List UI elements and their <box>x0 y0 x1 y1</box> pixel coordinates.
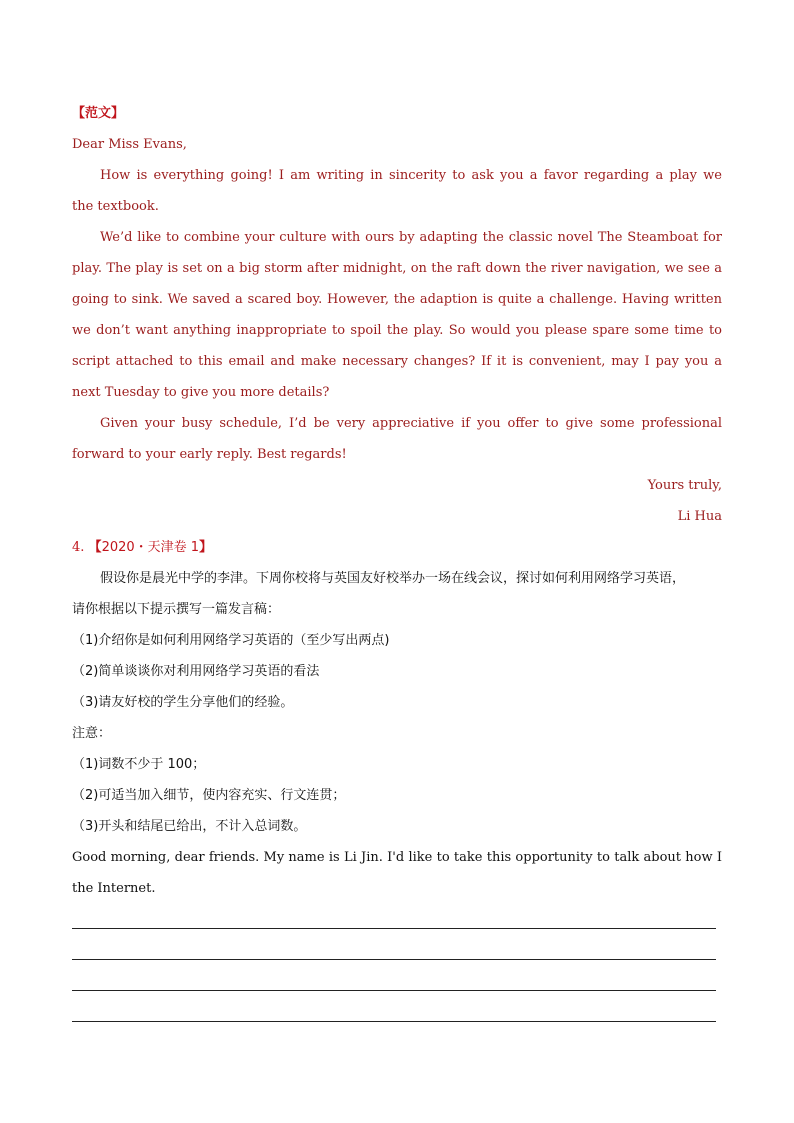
answer-line[interactable] <box>72 1021 716 1022</box>
sample-paragraph-2-line-4: we don’t want anything inappropriate to spoil the play. So would you please spare some time to <box>72 323 722 338</box>
question-source-close: 】 <box>199 540 213 555</box>
sample-paragraph-3-line-2: forward to your early reply. Best regards! <box>72 447 347 462</box>
question-source: 2020・天津卷 1 <box>101 540 200 555</box>
answer-line[interactable] <box>72 959 716 960</box>
answer-line[interactable] <box>72 928 716 929</box>
question-prompt-line-1: 假设你是晨光中学的李津。下周你校将与英国友好校举办一场在线会议，探讨如何利用网络学习英语， <box>100 571 686 586</box>
sample-closing: Yours truly, <box>647 478 722 493</box>
question-point-3: （3)请友好校的学生分享他们的经验。 <box>72 695 294 710</box>
sample-heading-text: 【范文】 <box>72 106 125 121</box>
question-point-1: （1)介绍你是如何利用网络学习英语的（至少写出两点) <box>72 633 390 648</box>
question-source-open: 【 <box>88 540 102 555</box>
answer-line[interactable] <box>72 990 716 991</box>
question-number: 4. <box>72 540 85 555</box>
sample-paragraph-2-line-2: play. The play is set on a big storm after midnight, on the raft down the river navigation, we see a <box>72 261 722 276</box>
sample-salutation: Dear Miss Evans, <box>72 137 187 152</box>
sample-paragraph-3-line-1: Given your busy schedule, I’d be very appreciative if you offer to give some professional <box>100 416 722 431</box>
question-note-1: （1)词数不少于 100； <box>72 757 206 772</box>
sample-paragraph-1-line-2: the textbook. <box>72 199 159 214</box>
document-page <box>72 98 722 904</box>
sample-paragraph-2-line-3: going to sink. We saved a scared boy. However, the adaption is quite a challenge. Having written <box>72 292 722 307</box>
question-point-2: （2)简单谈谈你对利用网络学习英语的看法 <box>72 664 320 679</box>
sample-heading <box>72 98 722 129</box>
question-note-3: （3)开头和结尾已给出，不计入总词数。 <box>72 819 307 834</box>
sample-paragraph-1-line-1: How is everything going! I am writing in sincerity to ask you a favor regarding a play we <box>100 168 722 183</box>
sample-paragraph-2-line-6: next Tuesday to give you more details? <box>72 385 330 400</box>
sample-signature: Li Hua <box>677 509 722 524</box>
question-opening-line-1: Good morning, dear friends. My name is Li Jin. I'd like to take this opportunity to talk about how I <box>72 850 722 865</box>
answer-writing-area[interactable] <box>72 928 716 1052</box>
question-prompt-line-2: 请你根据以下提示撰写一篇发言稿： <box>72 602 281 617</box>
question-opening-line-2: the Internet. <box>72 881 156 896</box>
sample-paragraph-2-line-1: We’d like to combine your culture with ours by adapting the classic novel The Steamboat for <box>100 230 722 245</box>
question-header <box>72 532 722 563</box>
sample-paragraph-2-line-5: script attached to this email and make necessary changes? If it is convenient, may I pay you a <box>72 354 722 369</box>
question-notes-label: 注意： <box>72 726 112 741</box>
question-note-2: （2)可适当加入细节，使内容充实、行文连贯； <box>72 788 346 803</box>
